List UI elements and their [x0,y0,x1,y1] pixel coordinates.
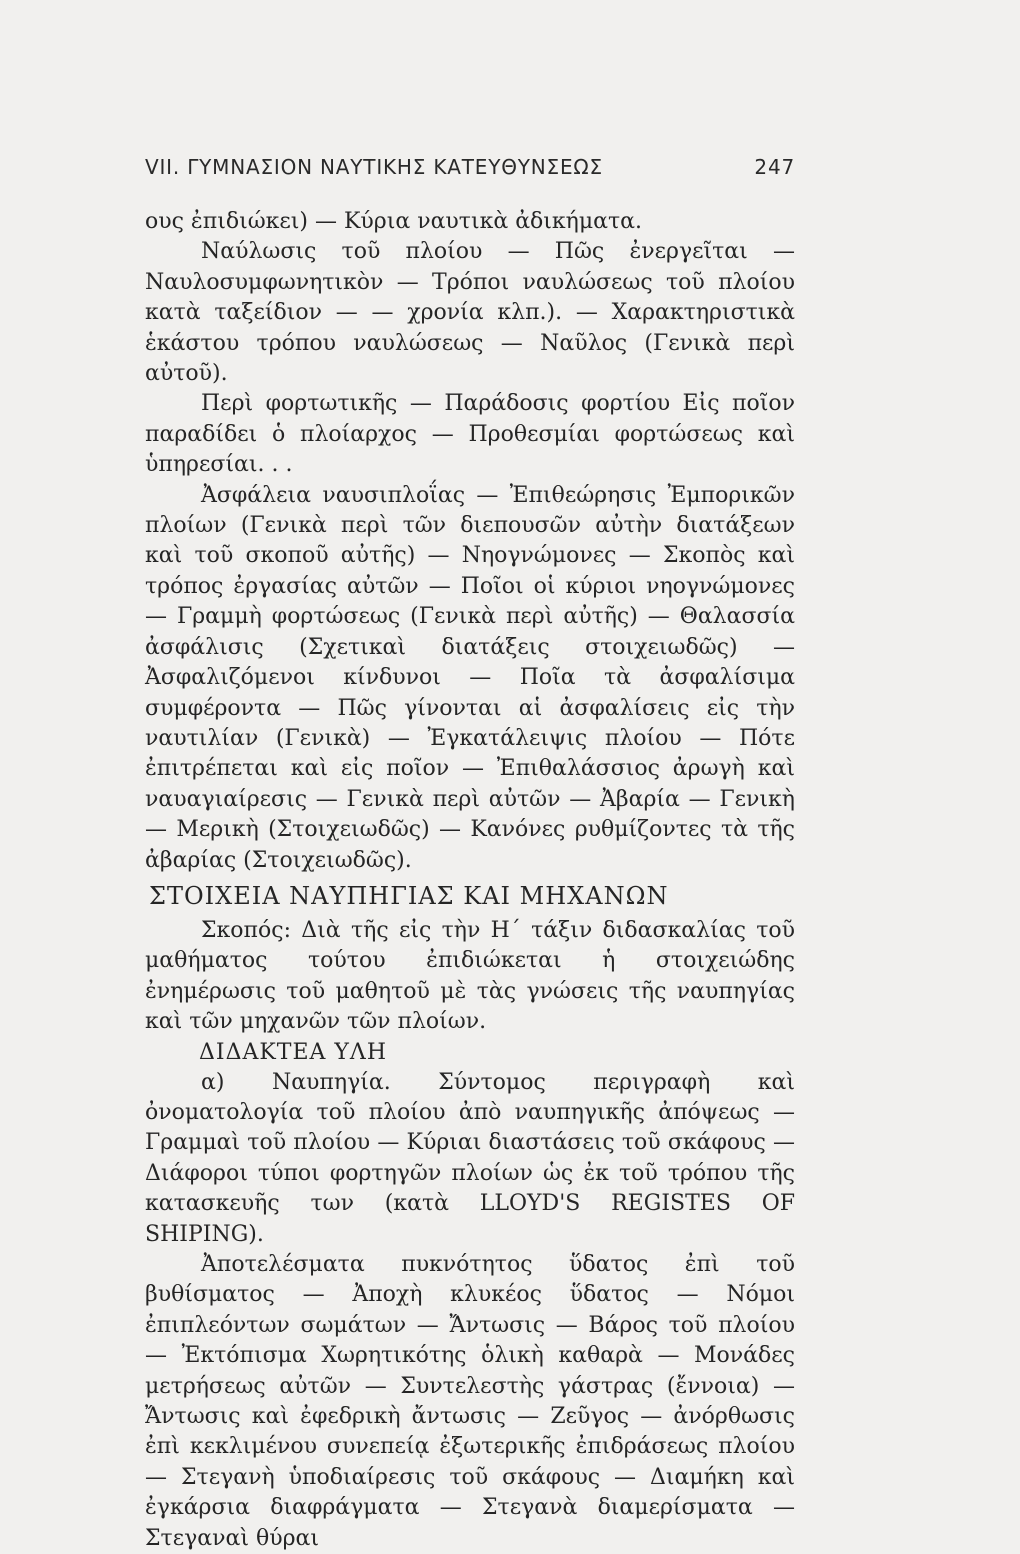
page-body [145,207,795,1554]
paragraph-chartering: Ναύλωσις τοῦ πλοίου — Πῶς ἐνεργεῖται — Ναυλοσυμφωνητικὸν — Τρόποι ναυλώσεως τοῦ πλοίου κατὰ ταξείδιον — — χρονία κλπ.). — Χαρακτηριστικὰ ἑκάστου τρόπου ναυλώσεως — Ναῦλος (Γενικὰ περὶ αὐτοῦ). [145,239,795,387]
paragraph-bill-of-lading: Περὶ φορτωτικῆς — Παράδοσις φορτίου Εἰς ποῖον παραδίδει ὁ πλοίαρχος — Προθεσμίαι φορτώσεως καὶ ὑπηρεσίαι. . . [145,391,795,478]
page-number: 247 [754,155,795,179]
subheading-syllabus: ΔΙΔΑΚΤΕΑ ΥΛΗ [199,1039,387,1065]
paragraph-purpose: Σκοπός: Διὰ τῆς εἰς τὴν Η΄ τάξιν διδασκαλίας τοῦ μαθήματος τούτου ἐπιδιώκεται ἡ στοιχειώδης ἐνημέρωσις τοῦ μαθητοῦ μὲ τὰς γνώσεις τῆς ναυπηγίας καὶ τῶν μηχανῶν τῶν πλοίων. [145,917,795,1035]
paragraph-shipbuilding: α) Ναυπηγία. Σύντομος περιγραφὴ καὶ ὀνοματολογία τοῦ πλοίου ἀπὸ ναυπηγικῆς ἀπόψεως — Γραμμαὶ τοῦ πλοίου — Κύριαι διαστάσεις τοῦ σκάφους — Διάφοροι τύποι φορτηγῶν πλοίων ὡς ἐκ τοῦ τρόπου τῆς κατασκευῆς των (κατὰ LLOYD'S REGISTES OF SHIPING). [145,1069,795,1247]
section-title: ΣΤΟΙΧΕΙΑ ΝΑΥΠΗΓΙΑΣ ΚΑΙ ΜΗΧΑΝΩΝ [149,881,669,910]
running-header [145,155,795,179]
paragraph-navigation-safety: Ἀσφάλεια ναυσιπλοΐας — Ἐπιθεώρησις Ἐμπορικῶν πλοίων (Γενικὰ περὶ τῶν διεπουσῶν αὐτὴν διατάξεων καὶ τοῦ σκοποῦ αὐτῆς) — Νηογνώμονες — Σκοπὸς καὶ τρόπος ἐργασίας αὐτῶν — Ποῖοι οἱ κύριοι νηογνώμονες — Γραμμὴ φορτώσεως (Γενικὰ περὶ αὐτῆς) — Θαλασσία ἀσφάλισις (Σχετικαὶ διατάξεις στοιχειωδῶς) — Ἀσφαλιζόμενοι κίνδυνοι — Ποῖα τὰ ἀσφαλίσιμα συμφέροντα — Πῶς γίνονται αἱ ἀσφαλίσεις εἰς τὴν ναυτιλίαν (Γενικὰ) — Ἐγκατάλειψις πλοίου — Πότε ἐπιτρέπεται καὶ εἰς ποῖον — Ἐπιθαλάσσιος ἀρωγὴ καὶ ναυαγιαίρεσις — Γενικὰ περὶ αὐτῶν — Ἀβαρία — Γενικὴ — Μερικὴ (Στοιχειωδῶς) — Κανόνες ρυθμίζοντες τὰ τῆς ἀβαρίας (Στοιχειωδῶς). [145,482,795,873]
running-title: VII. ΓΥΜΝΑΣΙΟΝ ΝΑΥΤΙΚΗΣ ΚΑΤΕΥΘΥΝΣΕΩΣ [145,155,603,179]
paragraph-buoyancy: Ἀποτελέσματα πυκνότητος ὕδατος ἐπὶ τοῦ βυθίσματος — Ἀποχὴ κλυκέος ὕδατος — Νόμοι ἐπιπλεόντων σωμάτων — Ἄντωσις — Βάρος τοῦ πλοίου — Ἐκτόπισμα Χωρητικότης ὁλικὴ καθαρὰ — Μονάδες μετρήσεως αὐτῶν — Συντελεστὴς γάστρας (ἔννοια) — Ἄντωσις καὶ ἐφεδρικὴ ἄντωσις — Ζεῦγος — ἀνόρθωσις ἐπὶ κεκλιμένου συνεπείᾳ ἐξωτερικῆς ἐπιδράσεως πλοίου — Στεγανὴ ὑποδιαίρεσις τοῦ σκάφους — Διαμήκη καὶ ἐγκάρσια διαφράγματα — Στεγανὰ διαμερίσματα — Στεγαναὶ θύραι [145,1252,795,1551]
paragraph-continuation: ους ἐπιδιώκει) — Κύρια ναυτικὰ ἀδικήματα. [145,209,643,234]
